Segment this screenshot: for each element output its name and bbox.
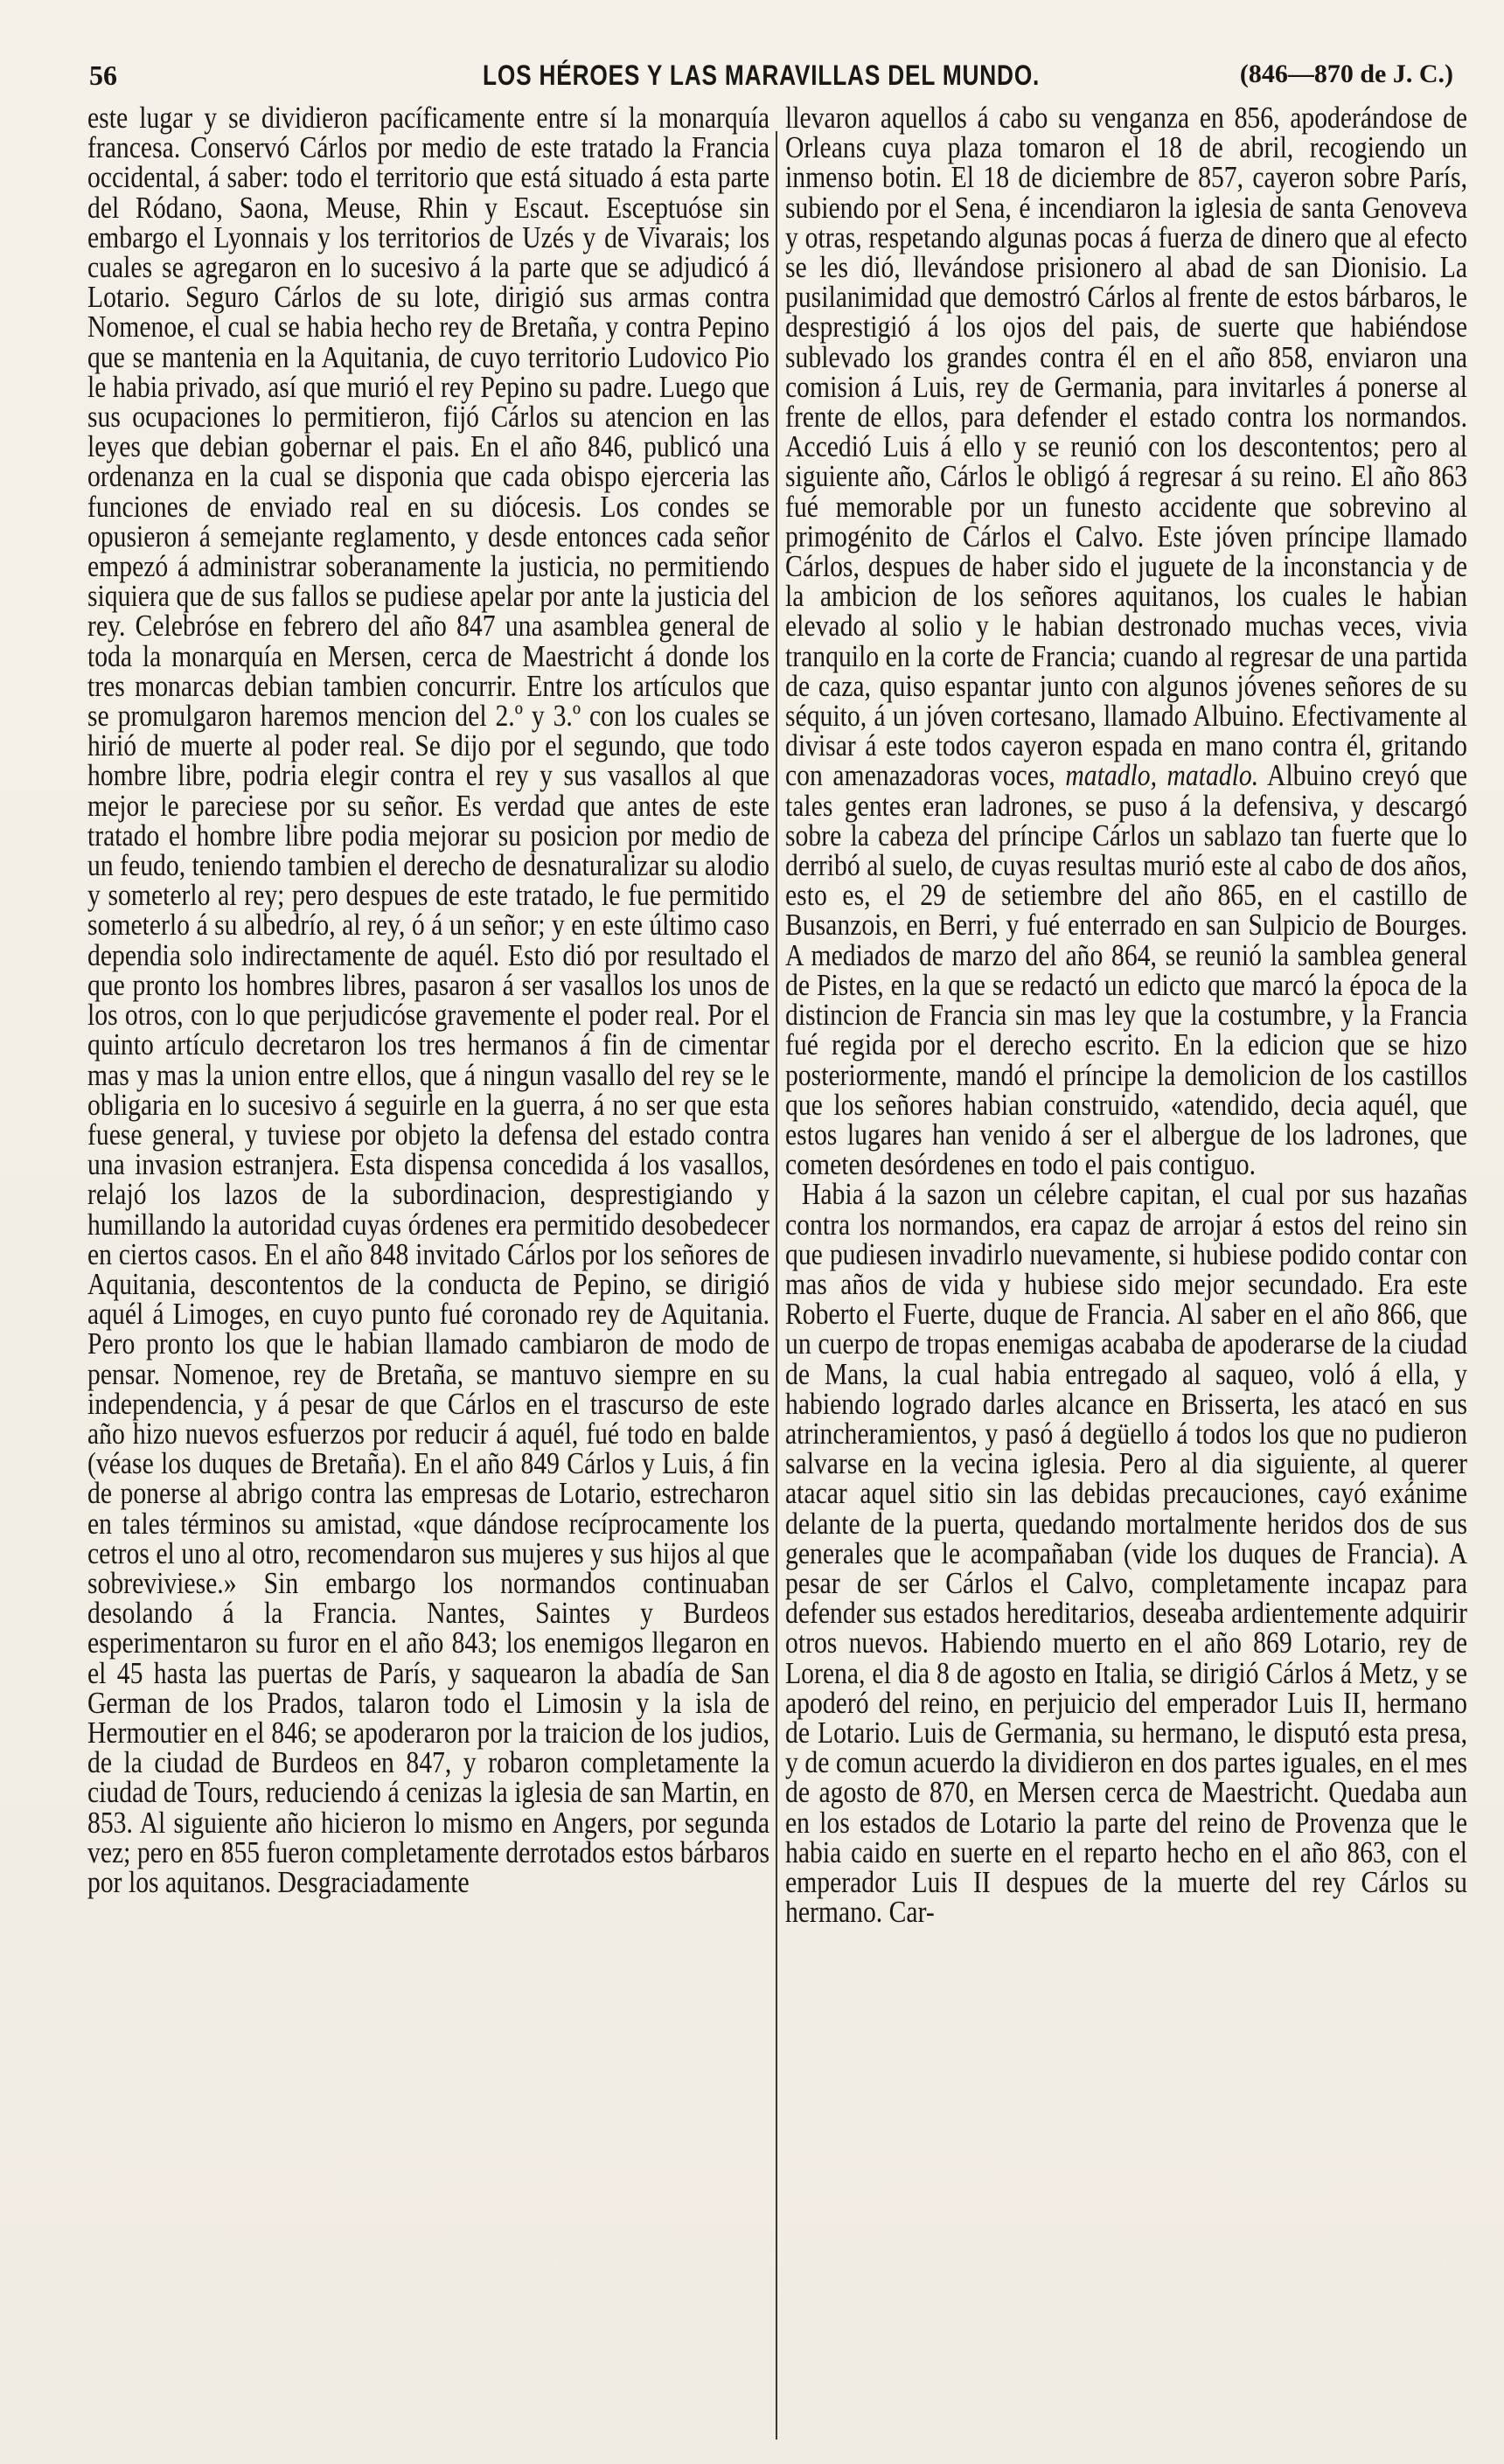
paragraph — [785, 103, 1467, 1180]
date-range: (846—870 de J. C.) — [1239, 59, 1453, 88]
paragraph: este lugar y se dividieron pacíficamente entre sí la monarquía francesa. Conservó Cárlos por medio de este tratado la Francia occidental, á saber: todo el territorio que está situado á esta parte del Ródano, Saona, Meuse, Rhin y Escaut. Esceptuóse sin embargo el Lyonnais y los territorios de Uzés y de Vivarais; los cuales se agregaron en lo sucesivo á la parte que se adjudicó á Lotario. Seguro Cárlos de su lote, dirigió sus armas contra Nomenoe, el cual se habia hecho rey de Bretaña, y contra Pepino que se mantenia en la Aquitania, de cuyo territorio Ludovico Pio le habia privado, así que murió el rey Pepino su padre. Luego que sus ocupaciones lo permitieron, fijó Cárlos su atencion en las leyes que debian gobernar el pais. En el año 846, publicó una ordenanza en la cual se disponia que cada obispo ejerceria las funciones de enviado real en su diócesis. Los condes se opusieron á semejante reglamento, y desde entonces cada señor empezó á administrar soberanamente la justicia, no permitiendo siquiera que de sus fallos se pudiese apelar por ante la justicia del rey. Celebróse en febrero del año 847 una asamblea general de toda la monarquía en Mersen, cerca de Maestricht á donde los tres monarcas debian tambien concurrir. Entre los artículos que se promulgaron haremos mencion del 2.º y 3.º con los cuales se hirió de muerte al poder real. Se dijo por el segundo, que todo hombre libre, podria elegir contra el rey y sus vasallos al que mejor le pareciese por su señor. Es verdad que antes de este tratado el hombre libre podia mejorar su posicion por medio de un feudo, teniendo tambien el derecho de desnaturalizar su alodio y someterlo al rey; pero despues de este tratado, le fue permitido someterlo á su albedrío, al rey, ó á un señor; y en este último caso dependia solo indirectamente de aquél. Esto dió por resultado el que pronto los hombres libres, pasaron á ser vasallos los unos de los otros, con lo que perjudicóse gravemente el poder real. Por el quinto artículo decretaron los tres hermanos á fin de cimentar mas y mas la union entre ellos, que á ningun vasallo del rey se le obligaria en lo sucesivo á seguirle en la guerra, á no ser que esta fuese general, y tuviese por objeto la defensa del estado contra una invasion estranjera. Esta dispensa concedida á los vasallos, relajó los lazos de la subordinacion, desprestigiando y humillando la autoridad cuyas órdenes era permitido desobedecer en ciertos casos. En el año 848 invitado Cárlos por los señores de Aquitania, descontentos de la conducta de Pepino, se dirigió aquél á Limoges, en cuyo punto fué coronado rey de Aquitania. Pero pronto los que le habian llamado cambiaron de modo de pensar. Nomenoe, rey de Bretaña, se mantuvo siempre en su independencia, y á pesar de que Cárlos en el trascurso de este año hizo nuevos esfuerzos por reducir á aquél, fué todo en balde (véase los duques de Bretaña). En el año 849 Cárlos y Luis, á fin de ponerse al abrigo contra las empresas de Lotario, estrecharon en tales términos su amistad, «que dándose recíprocamente los cetros el uno al otro, recomendaron sus mujeres y sus hijos al que sobreviviese.» Sin embargo los normandos continuaban desolando á la Francia. Nantes, Saintes y Burdeos esperimentaron su furor en el año 843; los enemigos llegaron en el 45 hasta las puertas de París, y saquearon la abadía de San German de los Prados, talaron todo el Limosin y la isla de Hermoutier en el 846; se apoderaron por la traicion de los judios, de la ciudad de Burdeos en 847, y robaron completamente la ciudad de Tours, reduciendo á cenizas la iglesia de san Martin, en 853. Al siguiente año hicieron lo mismo en Angers, por segunda vez; pero en 855 fueron completamente derrotados estos bárbaros por los aquitanos. Desgraciadamente — [87, 101, 770, 1899]
running-title: LOS HÉROES Y LAS MARAVILLAS DEL MUNDO. — [483, 59, 1041, 91]
italic-text: matadlo, matadlo. — [1065, 759, 1259, 793]
right-column — [785, 101, 1468, 1930]
column-divider — [776, 131, 777, 2440]
paragraph-text: Albuino creyó que tales gentes eran ladrones, se puso á la defensiva, y descargó sobre la cabeza del príncipe Cárlos un sablazo tan fuerte que lo derribó al suelo, de cuyas resultas murió este al cabo de dos años, esto es, el 29 de setiembre del año 865, en el castillo de Busanzois, en Berri, y fué enterrado en san Sulpicio de Bourges. A mediados de marzo del año 864, se reunió la samblea general de Pistes, en la que se redactó un edicto que marcó la época de la distincion de Francia sin mas ley que la costumbre, y la Francia fué regida por el derecho escrito. En la edicion que se hizo posteriormente, mandó el príncipe la demolicion de los castillos que los señores habian construido, «atendido, decia aquél, que estos lugares han venido á ser el albergue de los ladrones, que cometen desórdenes en todo el pais contiguo. — [785, 759, 1468, 1182]
left-column — [87, 103, 769, 1897]
paragraph-text: llevaron aquellos á cabo su venganza en 856, apoderándose de Orleans cuya plaza tomaron el 18 de abril, recogiendo un inmenso botin. El 18 de diciembre de 857, cayeron sobre París, subiendo por el Sena, é incendiaron la iglesia de santa Genoveva y otras, respetando algunas pocas á fuerza de dinero que al efecto se les dió, llevándose prisionero al abad de san Dionisio. La pusilanimidad que demostró Cárlos al frente de estos bárbaros, le desprestigió á los ojos del pais, de suerte que habiéndose sublevado los grandes contra él en el año 858, enviaron una comision á Luis, rey de Germania, para invitarles á ponerse al frente de ellos, para defender el estado contra los normandos. Accedió Luis á ello y se reunió con los descontentos; pero al siguiente año, Cárlos le obligó á regresar á su reino. El año 863 fué memorable por un funesto accidente que sobrevino al primogénito de Cárlos el Calvo. Este jóven príncipe llamado Cárlos, despues de haber sido el juguete de la inconstancia y de la ambicion de los señores aquitanos, los cuales le habian elevado al solio y le habian destronado muchas veces, vivia tranquilo en la corte de Francia; cuando al regresar de una partida de caza, quiso espantar junto con algunos jóvenes señores de su séquito, á un jóven cortesano, llamado Albuino. Efectivamente al divisar á este todos cayeron espada en mano contra él, gritando con amenazadoras voces, — [785, 101, 1468, 793]
page-number: 56 — [89, 59, 117, 91]
paragraph: Habia á la sazon un célebre capitan, el cual por sus hazañas contra los normandos, era capaz de arrojar á estos del reino sin que pudiesen invadirlo nuevamente, si hubiese podido contar con mas años de vida y hubiese sido mejor secundado. Era este Roberto el Fuerte, duque de Francia. Al saber en el año 866, que un cuerpo de tropas enemigas acababa de apoderarse de la ciudad de Mans, la cual habia entregado al saqueo, voló á ella, y habiendo logrado darles alcance en Brisserta, les atacó en sus atrincheramientos, y pasó á degüello á todos los que no pudieron salvarse en la vecina iglesia. Pero al dia siguiente, al querer atacar aquel sitio sin las debidas precauciones, cayó exánime delante de la puerta, quedando mortalmente heridos dos de sus generales que le acompañaban (vide los duques de Francia). A pesar de ser Cárlos el Calvo, completamente incapaz para defender sus estados hereditarios, deseaba ardientemente adquirir otros nuevos. Habiendo muerto en el año 869 Lotario, rey de Lorena, el dia 8 de agosto en Italia, se dirigió Cárlos á Metz, y se apoderó del reino, en perjuicio del emperador Luis II, hermano de Lotario. Luis de Germania, su hermano, le disputó esta presa, y de comun acuerdo la dividieron en dos partes iguales, en el mes de agosto de 870, en Mersen cerca de Maestricht. Quedaba aun en los estados de Lotario la parte del reino de Provenza que le habia caido en suerte en el reparto hecho en el año 863, con el emperador Luis II despues de la muerte del rey Cárlos su hermano. Car- — [785, 1178, 1468, 1930]
